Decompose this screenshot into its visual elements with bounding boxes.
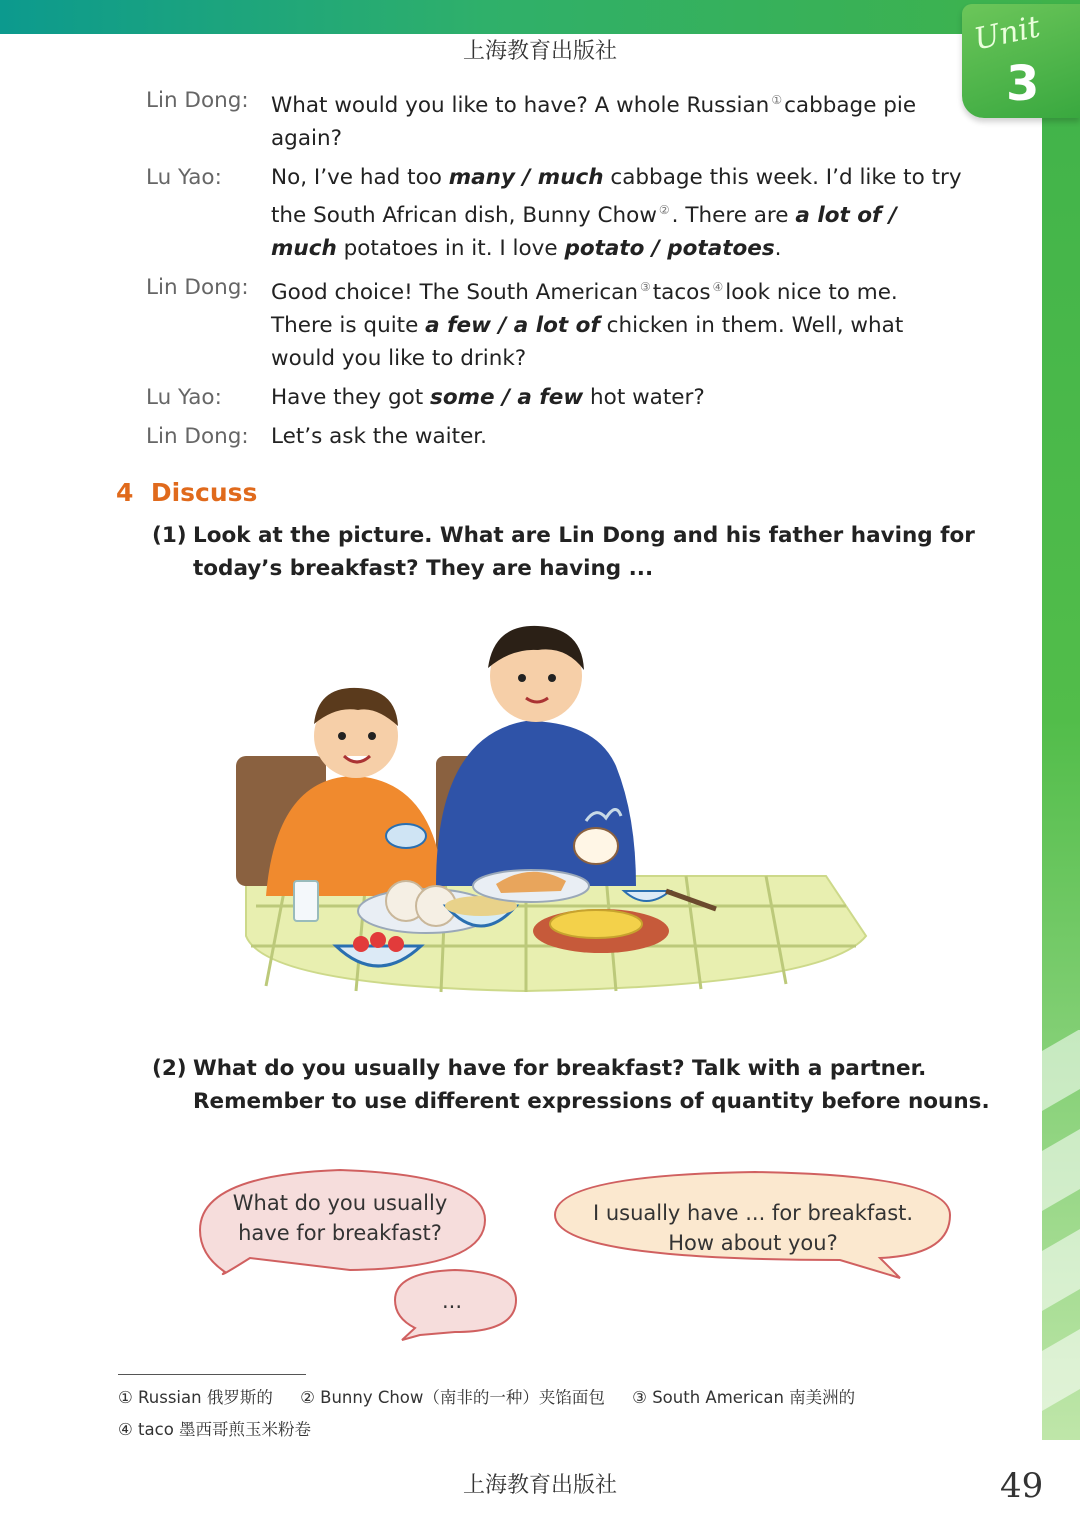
bubble-right-line2: How about you? [668, 1231, 838, 1255]
footnote-mark: ① [771, 93, 783, 107]
speaker-name: Lu Yao: [146, 165, 222, 191]
footnote-4: ④ taco 墨西哥煎玉米粉卷 [118, 1420, 312, 1439]
footnote-line-1 [118, 1384, 877, 1408]
tea-cup [574, 828, 618, 864]
dialogue-text: hot water? [583, 385, 705, 411]
dialogue-line [271, 420, 966, 453]
speech-bubble-right [555, 1172, 950, 1278]
dialogue-text: . [774, 236, 782, 262]
footnote-mark: ② [658, 203, 670, 218]
speaker-name: Lin Dong: [146, 88, 249, 113]
corn [550, 910, 642, 938]
dialogue-text: What would you like to have? A whole Russian [271, 93, 770, 119]
bubble-left-line2: have for breakfast? [238, 1221, 442, 1245]
unit-label: Unit [971, 9, 1044, 58]
dialogue-row [146, 381, 966, 414]
dialogue-line [271, 271, 966, 375]
question-1 [152, 519, 992, 581]
unit-number: 3 [1006, 56, 1040, 112]
decorative-stripes [1042, 1030, 1080, 1440]
dialogue-row [146, 420, 966, 453]
dialogue-text: tacos [652, 280, 711, 306]
section-number: 4 [116, 478, 134, 507]
dialogue-text: Good choice! The South American [271, 280, 638, 306]
question-text: What do you usually have for breakfast? Talk with a partner. Remember to use different expressions of quantity before nouns. [193, 1056, 990, 1114]
dialogue-line [271, 84, 966, 155]
quantity-choice: potato / potatoes [564, 236, 775, 262]
speech-bubbles [190, 1160, 970, 1360]
speaker-name: Lin Dong: [146, 424, 249, 450]
dialogue-text: No, I’ve had too [271, 165, 449, 191]
dialogue-text: Let’s ask the waiter. [271, 424, 487, 450]
question-2 [152, 1052, 992, 1114]
footnote-3: ③ South American 南美洲的 [632, 1388, 856, 1407]
quantity-choice: many / much [448, 165, 604, 191]
dialogue-row [146, 161, 966, 265]
quantity-choice: a lot of / much [271, 203, 897, 262]
bubble-left-line1: What do you usually [232, 1191, 448, 1215]
quantity-choice: some / a few [430, 385, 584, 411]
bubble-right-line1: I usually have ... for breakfast. [592, 1201, 914, 1225]
bowl-small [386, 824, 426, 848]
section-title [116, 478, 257, 507]
dialogue-text: cabbage pie again? [271, 93, 917, 152]
speaker-name: Lin Dong: [146, 275, 249, 301]
speaker-name: Lu Yao: [146, 385, 222, 411]
dialogue-text: look nice to me. There is quite [271, 280, 898, 339]
dialogue-line [271, 381, 966, 414]
dialogue-text: Have they got [271, 385, 431, 411]
dialogue-line [271, 161, 966, 265]
dialogue-text: potatoes in it. I love [336, 236, 565, 262]
footnote-mark: ④ [712, 280, 724, 295]
footnote-1: ① Russian 俄罗斯的 [118, 1388, 273, 1407]
publisher-header: 上海教育出版社 [462, 39, 617, 64]
section-title-text: Discuss [150, 478, 258, 507]
quantity-choice: a few / a lot of [425, 313, 600, 339]
top-color-bar [0, 0, 1080, 34]
dialogue-row [146, 84, 966, 155]
footnote-mark: ③ [639, 280, 651, 295]
breakfast-illustration [226, 606, 876, 1006]
footnote-rule [118, 1374, 306, 1375]
milk-glass [294, 881, 318, 921]
dialogue-text: chicken in them. Well, what would you like to drink? [271, 313, 904, 372]
publisher-footer: 上海教育出版社 [462, 1473, 617, 1498]
dialogue-text: cabbage this week. I’d like to try the South African dish, Bunny Chow [271, 165, 962, 229]
question-number: (2) [152, 1056, 187, 1081]
page-number: 49 [1000, 1466, 1044, 1506]
footnote-line-2 [118, 1416, 333, 1440]
bubble-small-text: ... [441, 1289, 463, 1313]
dialogue-text: . There are [671, 203, 796, 229]
dialogue [146, 84, 966, 459]
dialogue-row [146, 271, 966, 375]
question-number: (1) [152, 523, 187, 548]
question-text: Look at the picture. What are Lin Dong and his father having for today’s breakfast? They are having ... [193, 523, 975, 581]
footnote-2: ② Bunny Chow（南非的一种）夹馅面包 [300, 1388, 605, 1407]
